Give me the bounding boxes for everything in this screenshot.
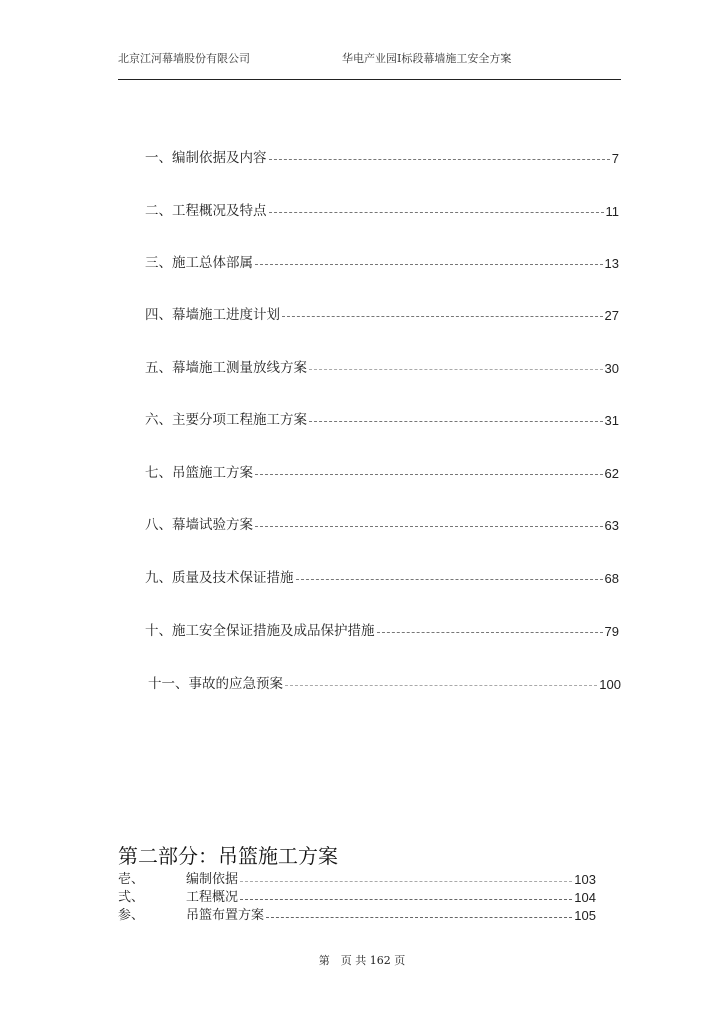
toc-leader [269,159,610,160]
part-two-entry-label: 工程概况 [186,890,239,905]
toc-leader [309,369,603,370]
toc-leader [255,526,603,527]
toc-entry-label: 六、主要分项工程施工方案 [145,412,307,428]
toc-entry-label: 二、工程概况及特点 [145,203,267,219]
toc-entry-label: 五、幕墙施工测量放线方案 [145,360,307,376]
toc-entry-page: 68 [604,571,619,586]
toc-entry-label: 八、幕墙试验方案 [145,517,253,533]
toc-entry-page: 31 [604,413,619,428]
toc-entry [145,513,619,533]
toc-leader [377,632,603,633]
part-two-entry-page: 103 [574,872,596,887]
toc-leader [285,685,597,686]
toc-entry-label: 三、施工总体部属 [145,255,253,271]
toc-entry-page: 27 [604,308,619,323]
toc-leader [240,881,572,882]
toc-entry [145,619,619,639]
toc-entry [145,146,619,166]
toc-entry [145,199,619,219]
toc-leader [255,264,603,265]
part-two-title: 第二部分：吊篮施工方案 [118,844,338,868]
toc-entry [145,303,619,323]
part-two-entry [118,887,596,905]
toc-entry-page: 100 [599,677,621,692]
toc-leader [240,899,572,900]
toc-leader [282,316,603,317]
toc-entry-page: 13 [604,256,619,271]
toc-entry-page: 63 [604,518,619,533]
toc-entry-label: 四、幕墙施工进度计划 [145,307,280,323]
part-two-entry-label: 编制依据 [186,872,239,887]
header-company: 北京江河幕墙股份有限公司 [118,52,250,65]
part-two-entry-page: 105 [574,908,596,923]
toc-entry-label: 七、吊篮施工方案 [145,465,253,481]
header-divider [118,79,621,80]
part-two-entry-number: 弍、 [118,890,145,905]
part-two-entry-number: 壱、 [118,872,145,887]
toc-leader [255,474,603,475]
toc-entry-page: 79 [604,624,619,639]
toc-entry-label: 十、施工安全保证措施及成品保护措施 [145,623,375,639]
part-two-entry [118,869,596,887]
header-document-title: 华电产业园Ⅰ标段幕墙施工安全方案 [342,52,512,65]
toc-entry [145,251,619,271]
toc-entry-label: 十一、事故的应急预案 [148,676,283,692]
toc-entry [145,461,619,481]
part-two-entry [118,905,596,923]
toc-entry [145,356,619,376]
toc-entry-page: 30 [604,361,619,376]
page-header [118,50,620,66]
part-two-entry-label: 吊篮布置方案 [186,908,265,923]
toc-entry-page: 62 [604,466,619,481]
part-two-entry-number: 参、 [118,908,145,923]
toc-entry [148,672,621,692]
toc-entry-label: 九、质量及技术保证措施 [145,570,294,586]
toc-leader [269,212,604,213]
toc-entry [145,408,619,428]
toc-leader [296,579,603,580]
toc-entry-page: 7 [611,151,619,166]
toc-leader [309,421,603,422]
part-two-entry-page: 104 [574,890,596,905]
page-footer: 第 页 共 162 页 [318,954,406,967]
toc-entry-label: 一、编制依据及内容 [145,150,267,166]
toc-entry-page: 11 [605,204,619,219]
toc-leader [266,917,572,918]
toc-entry [145,566,619,586]
